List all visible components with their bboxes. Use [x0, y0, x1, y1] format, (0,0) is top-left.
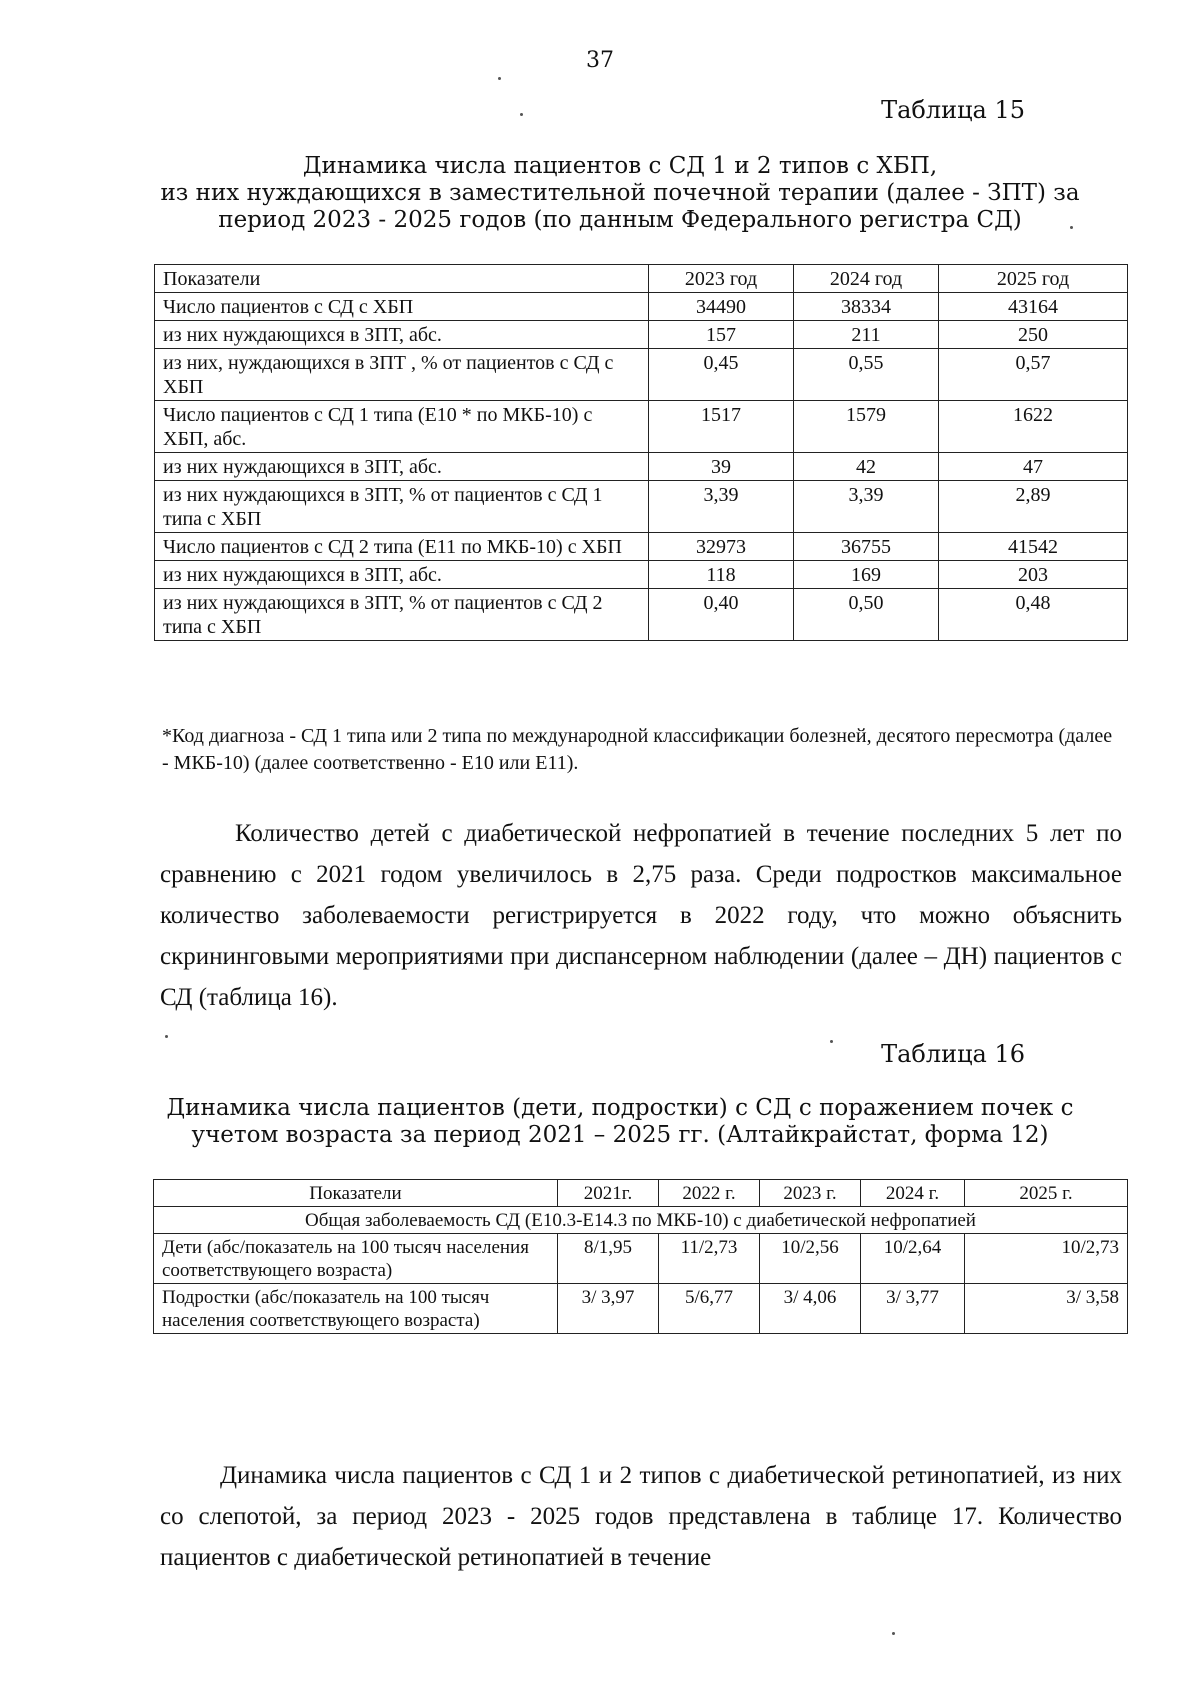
- span-cell: Общая заболеваемость СД (Е10.3-Е14.3 по МКБ-10) с диабетической нефропатией: [154, 1207, 1128, 1234]
- cell: 0,40: [649, 589, 794, 641]
- cell: 0,55: [794, 349, 939, 401]
- cell: 2,89: [939, 481, 1128, 533]
- scan-speck: [892, 1632, 895, 1635]
- table-16-title-line: Динамика числа пациентов (дети, подростки) с СД с поражением почек с: [166, 1095, 1074, 1121]
- cell: 250: [939, 321, 1128, 349]
- cell: 39: [649, 453, 794, 481]
- cell: 3/ 3,58: [965, 1284, 1128, 1334]
- table-15-title: [140, 153, 1100, 234]
- cell: 3,39: [649, 481, 794, 533]
- table-header-row: [155, 265, 1128, 293]
- cell: 11/2,73: [659, 1234, 760, 1284]
- cell: 0,50: [794, 589, 939, 641]
- row-label: Дети (абс/показатель на 100 тысяч населения соответствующего возраста): [154, 1234, 558, 1284]
- row-label: из них нуждающихся в ЗПТ, абс.: [155, 453, 649, 481]
- header-cell: Показатели: [154, 1180, 558, 1207]
- table-row: [154, 1284, 1128, 1334]
- scan-speck: [520, 113, 523, 116]
- table-15-title-line: период 2023 - 2025 годов (по данным Федерального регистра СД): [218, 207, 1022, 233]
- cell: 43164: [939, 293, 1128, 321]
- header-cell: 2025 г.: [965, 1180, 1128, 1207]
- table-row: [155, 533, 1128, 561]
- cell: 3,39: [794, 481, 939, 533]
- cell: 1517: [649, 401, 794, 453]
- table-row: [155, 453, 1128, 481]
- cell: 203: [939, 561, 1128, 589]
- cell: 169: [794, 561, 939, 589]
- scan-speck: [830, 1040, 833, 1043]
- scan-speck: [165, 1035, 168, 1038]
- table-16-title: [140, 1095, 1100, 1149]
- table-15-footnote: *Код диагноза - СД 1 типа или 2 типа по международной классификации болезней, десятого пересмотра (далее - МКБ-10) (далее соответственно - Е10 или Е11).: [162, 725, 1113, 774]
- table-15: [154, 264, 1128, 641]
- body-paragraph: Динамика числа пациентов с СД 1 и 2 типов с диабетической ретинопатией, из них со слепотой, за период 2023 - 2025 годов представлена в таблице 17. Количество пациентов с диабетической ретинопатией в течение: [160, 1462, 1122, 1571]
- cell: 0,48: [939, 589, 1128, 641]
- cell: 3/ 3,77: [861, 1284, 965, 1334]
- row-label: Подростки (абс/показатель на 100 тысяч населения соответствующего возраста): [154, 1284, 558, 1334]
- header-cell: 2022 г.: [659, 1180, 760, 1207]
- row-label: из них нуждающихся в ЗПТ, % от пациентов с СД 2 типа с ХБП: [155, 589, 649, 641]
- table-row: [155, 349, 1128, 401]
- cell: 3/ 4,06: [760, 1284, 861, 1334]
- row-label: из них нуждающихся в ЗПТ, абс.: [155, 321, 649, 349]
- cell: 211: [794, 321, 939, 349]
- row-label: Число пациентов с СД 1 типа (Е10 * по МКБ-10) с ХБП, абс.: [155, 401, 649, 453]
- cell: 34490: [649, 293, 794, 321]
- header-cell: 2024 г.: [861, 1180, 965, 1207]
- cell: 32973: [649, 533, 794, 561]
- table-row: [155, 401, 1128, 453]
- header-cell: 2023 год: [649, 265, 794, 293]
- body-paragraph: Количество детей с диабетической нефропатией в течение последних 5 лет по сравнению с 2021 годом увеличилось в 2,75 раза. Среди подростков максимальное количество заболеваемости регистрируется в 2022 году, что можно объяснить скрининговыми мероприятиями при диспансерном наблюдении (далее – ДН) пациентов с СД (таблица 16).: [160, 820, 1122, 1011]
- table-16-label: Таблица 16: [881, 1040, 1025, 1068]
- cell: 157: [649, 321, 794, 349]
- row-label: из них нуждающихся в ЗПТ, % от пациентов с СД 1 типа с ХБП: [155, 481, 649, 533]
- scan-speck: [1070, 226, 1073, 229]
- table-row: [155, 321, 1128, 349]
- cell: 1579: [794, 401, 939, 453]
- cell: 0,45: [649, 349, 794, 401]
- header-cell: 2023 г.: [760, 1180, 861, 1207]
- header-cell: 2021г.: [558, 1180, 659, 1207]
- cell: 42: [794, 453, 939, 481]
- cell: 47: [939, 453, 1128, 481]
- table-15-title-line: Динамика числа пациентов с СД 1 и 2 типов с ХБП,: [302, 153, 938, 179]
- cell: 3/ 3,97: [558, 1284, 659, 1334]
- table-row: [155, 481, 1128, 533]
- header-cell: 2025 год: [939, 265, 1128, 293]
- row-label: Число пациентов с СД с ХБП: [155, 293, 649, 321]
- cell: 0,57: [939, 349, 1128, 401]
- table-15-title-line: из них нуждающихся в заместительной почечной терапии (далее - ЗПТ) за: [160, 180, 1080, 206]
- table-16: [153, 1179, 1128, 1334]
- cell: 38334: [794, 293, 939, 321]
- cell: 1622: [939, 401, 1128, 453]
- table-span-row: [154, 1207, 1128, 1234]
- table-header-row: [154, 1180, 1128, 1207]
- cell: 10/2,73: [965, 1234, 1128, 1284]
- table-row: [155, 589, 1128, 641]
- header-cell: 2024 год: [794, 265, 939, 293]
- table-row: [154, 1234, 1128, 1284]
- row-label: из них нуждающихся в ЗПТ, абс.: [155, 561, 649, 589]
- cell: 118: [649, 561, 794, 589]
- page-number: 37: [586, 48, 614, 73]
- header-cell: Показатели: [155, 265, 649, 293]
- table-row: [155, 293, 1128, 321]
- cell: 10/2,56: [760, 1234, 861, 1284]
- table-row: [155, 561, 1128, 589]
- table-16-title-line: учетом возраста за период 2021 – 2025 гг. (Алтайкрайстат, форма 12): [191, 1122, 1049, 1148]
- cell: 41542: [939, 533, 1128, 561]
- scan-speck: [498, 77, 501, 80]
- cell: 36755: [794, 533, 939, 561]
- table-15-label: Таблица 15: [881, 96, 1025, 124]
- cell: 5/6,77: [659, 1284, 760, 1334]
- row-label: Число пациентов с СД 2 типа (Е11 по МКБ-10) с ХБП: [155, 533, 649, 561]
- cell: 10/2,64: [861, 1234, 965, 1284]
- row-label: из них, нуждающихся в ЗПТ , % от пациентов с СД с ХБП: [155, 349, 649, 401]
- cell: 8/1,95: [558, 1234, 659, 1284]
